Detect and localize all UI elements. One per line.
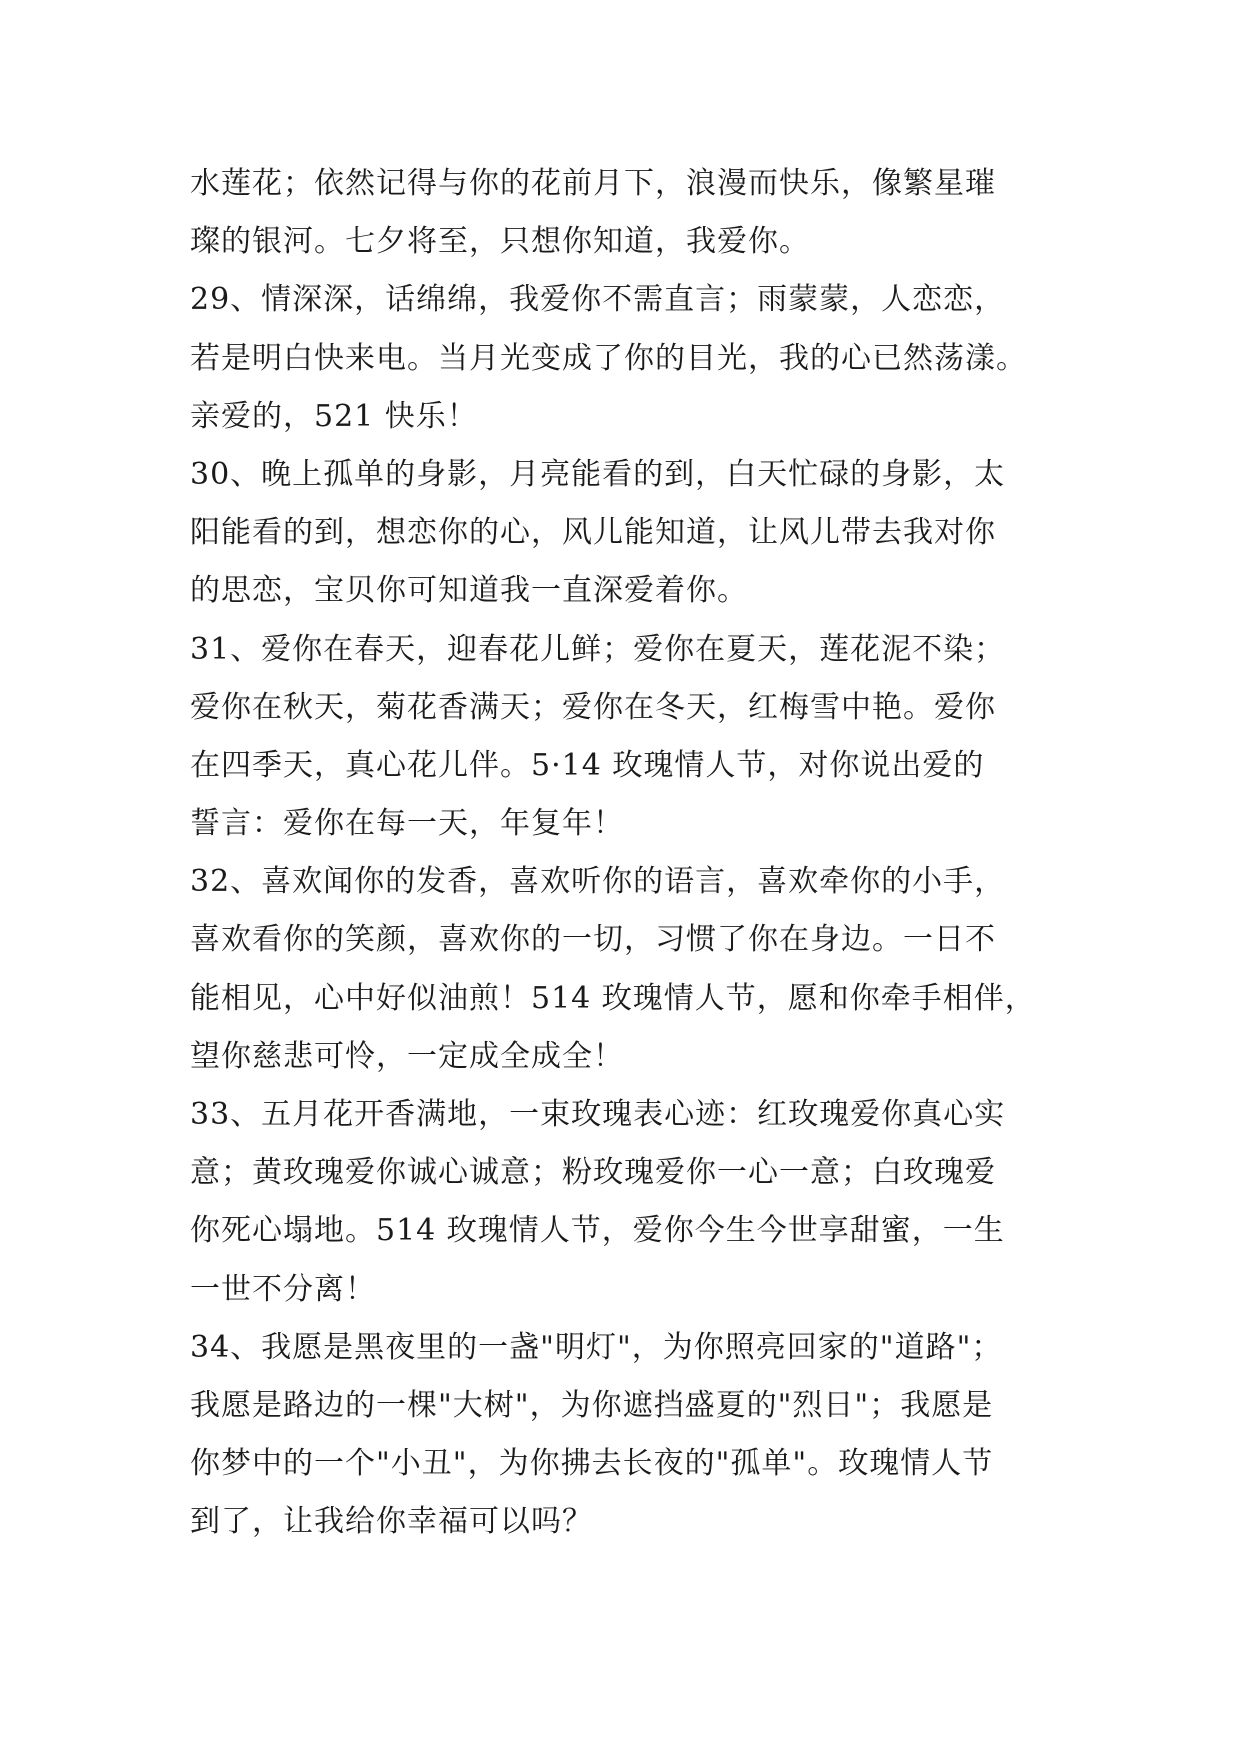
text-line: 我愿是路边的一棵"大树"，为你遮挡盛夏的"烈日"；我愿是: [190, 1387, 994, 1423]
text-line: 能相见，心中好似油煎！514 玫瑰情人节，愿和你牵手相伴，: [190, 980, 1036, 1016]
text-line: 你死心塌地。514 玫瑰情人节，爱你今生今世享甜蜜，一生: [190, 1213, 1005, 1249]
text-line: 水莲花；依然记得与你的花前月下，浪漫而快乐，像繁星璀: [190, 166, 996, 201]
text-line: 喜欢看你的笑颜，喜欢你的一切，习惯了你在身边。一日不: [190, 922, 996, 958]
text-line: 一世不分离！: [190, 1271, 376, 1307]
text-line: 亲爱的，521 快乐！: [190, 398, 478, 434]
text-line: 阳能看的到，想恋你的心，风儿能知道，让风儿带去我对你: [190, 515, 996, 551]
text-line: 爱你在秋天，菊花香满天；爱你在冬天，红梅雪中艳。爱你: [190, 689, 996, 725]
text-line: 你梦中的一个"小丑"，为你拂去长夜的"孤单"。玫瑰情人节: [190, 1446, 994, 1482]
text-line: 33、五月花开香满地，一束玫瑰表心迹：红玫瑰爱你真心实: [190, 1097, 1006, 1132]
text-line: 29、情深深，话绵绵，我爱你不需直言；雨蒙蒙，人恋恋，: [190, 282, 1006, 318]
text-line: 32、喜欢闻你的发香，喜欢听你的语言，喜欢牵你的小手，: [190, 864, 1006, 900]
text-line: 到了，让我给你幸福可以吗？: [190, 1504, 593, 1540]
text-line: 34、我愿是黑夜里的一盏"明灯"，为你照亮回家的"道路"；: [190, 1329, 1003, 1365]
text-line: 望你慈悲可怜，一定成全成全！: [190, 1038, 624, 1074]
document-body: [190, 155, 1070, 1552]
text-line: 30、晚上孤单的身影，月亮能看的到，白天忙碌的身影，太: [190, 456, 1006, 492]
text-line: 若是明白快来电。当月光变成了你的目光，我的心已然荡漾。: [190, 340, 1027, 376]
text-line: 意；黄玫瑰爱你诚心诚意；粉玫瑰爱你一心一意；白玫瑰爱: [190, 1155, 996, 1191]
text-line: 璨的银河。七夕将至，只想你知道，我爱你。: [190, 224, 810, 260]
text-line: 誓言：爱你在每一天，年复年！: [190, 806, 624, 842]
text-line: 的思恋，宝贝你可知道我一直深爱着你。: [190, 573, 748, 609]
text-line: 在四季天，真心花儿伴。5·14 玫瑰情人节，对你说出爱的: [190, 747, 985, 783]
text-line: 31、爱你在春天，迎春花儿鲜；爱你在夏天，莲花泥不染；: [190, 631, 1006, 667]
